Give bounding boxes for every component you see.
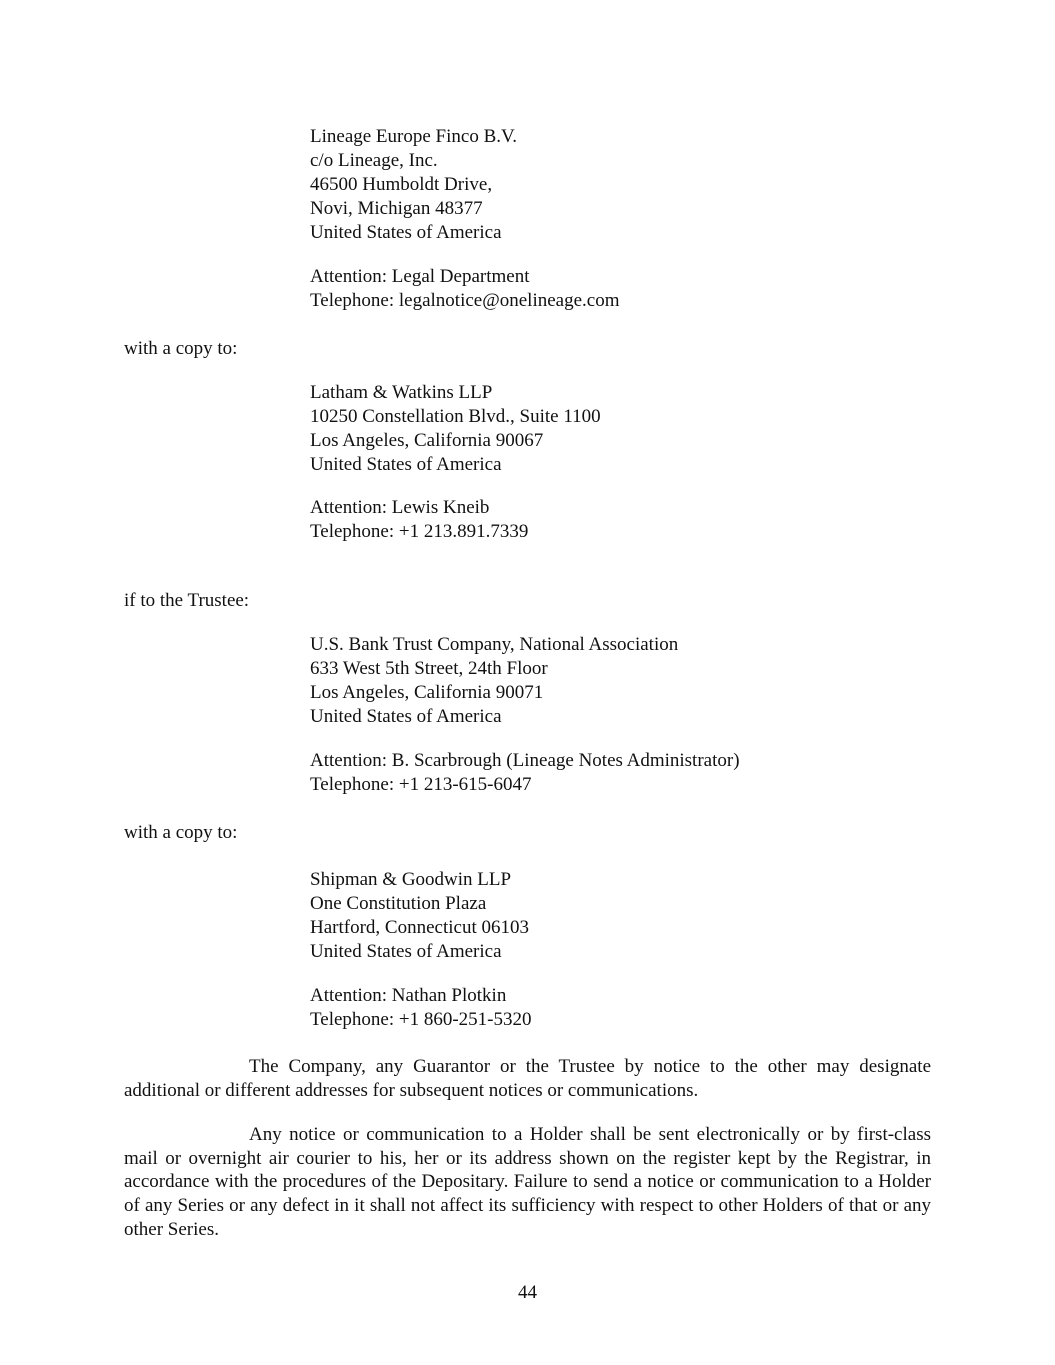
copy-to-label: with a copy to: — [124, 338, 238, 359]
company-contact-block — [310, 265, 950, 313]
telephone-line: Telephone: legalnotice@onelineage.com — [310, 290, 620, 311]
attention-line: Attention: Legal Department — [310, 266, 530, 287]
address-line: United States of America — [310, 454, 502, 475]
address-line: 10250 Constellation Blvd., Suite 1100 — [310, 406, 601, 427]
telephone-line: Telephone: +1 213.891.7339 — [310, 521, 529, 542]
address-line: 46500 Humboldt Drive, — [310, 174, 493, 195]
attention-line: Attention: B. Scarbrough (Lineage Notes Administrator) — [310, 750, 740, 771]
address-line: Los Angeles, California 90071 — [310, 682, 544, 703]
address-line: United States of America — [310, 941, 502, 962]
attention-line: Attention: Nathan Plotkin — [310, 985, 507, 1006]
address-line: c/o Lineage, Inc. — [310, 150, 438, 171]
trustee-address-block — [310, 633, 950, 729]
company-copy-address-block — [310, 381, 950, 477]
address-line: Shipman & Goodwin LLP — [310, 869, 512, 890]
trustee-copy-contact-block — [310, 984, 950, 1032]
address-line: Lineage Europe Finco B.V. — [310, 126, 518, 147]
trustee-label: if to the Trustee: — [124, 590, 250, 611]
address-line: 633 West 5th Street, 24th Floor — [310, 658, 548, 679]
address-line: United States of America — [310, 222, 502, 243]
address-line: U.S. Bank Trust Company, National Association — [310, 634, 679, 655]
company-address-block — [310, 125, 950, 245]
page-number: 44 — [518, 1282, 537, 1303]
body-paragraph — [124, 1123, 931, 1242]
trustee-copy-address-block — [310, 868, 950, 964]
address-line: Hartford, Connecticut 06103 — [310, 917, 529, 938]
address-line: Los Angeles, California 90067 — [310, 430, 544, 451]
address-line: United States of America — [310, 706, 502, 727]
company-copy-contact-block — [310, 496, 950, 544]
paragraph-text: The Company, any Guarantor or the Trustee by notice to the other may designate additional or different addresses for subsequent notices or communications. — [124, 1056, 931, 1101]
telephone-line: Telephone: +1 860-251-5320 — [310, 1009, 532, 1030]
address-line: One Constitution Plaza — [310, 893, 487, 914]
paragraph-text: Any notice or communication to a Holder shall be sent electronically or by first-class mail or overnight air courier to his, her or its address shown on the register kept by the Registrar, in accordance with the procedures of the Depositary. Failure to send a notice or communication to a Holder of any Series or any defect in it shall not affect its sufficiency with respect to other Holders of that or any other Series. — [124, 1124, 931, 1240]
telephone-line: Telephone: +1 213-615-6047 — [310, 774, 532, 795]
copy-to-label: with a copy to: — [124, 822, 238, 843]
trustee-contact-block — [310, 749, 950, 797]
body-paragraph — [124, 1055, 931, 1102]
address-line: Latham & Watkins LLP — [310, 382, 493, 403]
address-line: Novi, Michigan 48377 — [310, 198, 483, 219]
attention-line: Attention: Lewis Kneib — [310, 497, 490, 518]
